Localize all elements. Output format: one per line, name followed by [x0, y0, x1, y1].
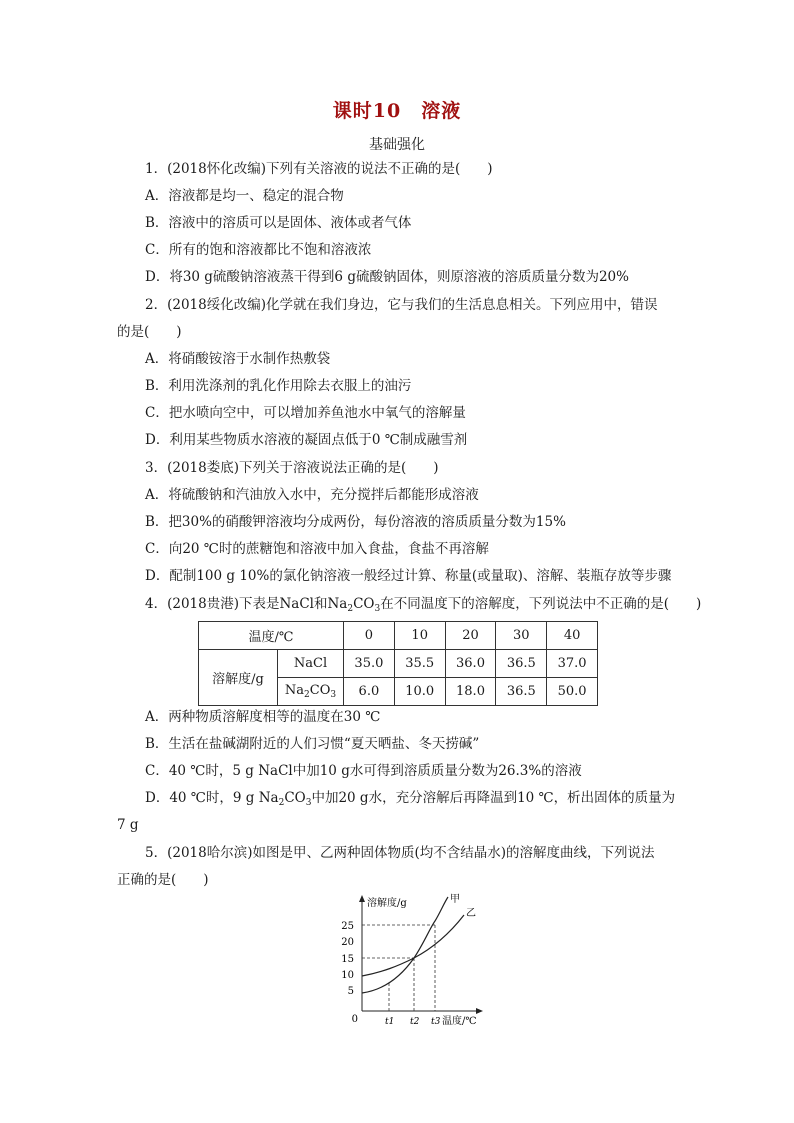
table-cell: 36.5 [496, 678, 547, 706]
temp-header: 温度/℃ [199, 622, 344, 650]
table-cell: 6.0 [344, 678, 395, 706]
x-axis-label: 温度/℃ [442, 1016, 477, 1027]
q2-option-d: D．利用某些物质水溶液的凝固点低于0 ℃制成融雪剂 [145, 432, 468, 448]
q4-option-a: A．两种物质溶解度相等的温度在30 ℃ [145, 709, 381, 725]
q1-option-a: A．溶液都是均一、稳定的混合物 [145, 188, 344, 204]
q5-stem-line1: 5．(2018哈尔滨)如图是甲、乙两种固体物质(均不含结晶水)的溶解度曲线，下列说法 [145, 845, 655, 861]
table-cell: 0 [344, 622, 395, 650]
q1-option-c: C．所有的饱和溶液都比不饱和溶液浓 [145, 242, 372, 258]
q3-option-c: C．向20 ℃时的蔗糖饱和溶液中加入食盐，食盐不再溶解 [145, 541, 489, 557]
table-cell: 37.0 [547, 650, 598, 678]
q2-option-b: B．利用洗涤剂的乳化作用除去衣服上的油污 [145, 378, 412, 394]
na2co3-label: $Na_2CO_3$ [278, 678, 344, 706]
table-row-temps [199, 622, 598, 650]
y-tick-5: 5 [347, 986, 354, 997]
curve-yi-label: 乙 [466, 908, 476, 919]
solubility-curve-graph [338, 893, 488, 1028]
origin-label: 0 [351, 1014, 358, 1025]
curve-jia-label: 甲 [450, 894, 460, 905]
q4-option-d: D．40 ℃时，9 g $Na_2CO_3$中加20 g水，充分溶解后再降温到10 ℃，析出固体的质量为 [145, 790, 676, 808]
curve-yi [362, 915, 464, 976]
x-tick-t3: t3 [431, 1017, 441, 1027]
q3-stem: 3．(2018娄底)下列关于溶液说法正确的是( ) [145, 460, 439, 476]
y-tick-15: 15 [341, 954, 354, 965]
q2-stem-line2: 的是( ) [117, 324, 182, 340]
q4-option-b: B．生活在盐碱湖附近的人们习惯“夏天晒盐、冬天捞碱” [145, 736, 480, 752]
y-axis-arrow [359, 895, 365, 902]
table-cell: 40 [547, 622, 598, 650]
q3-option-b: B．把30%的硝酸钾溶液均分成两份，每份溶液的溶质质量分数为15% [145, 514, 566, 530]
x-tick-t1: t1 [385, 1017, 395, 1027]
y-axis-label: 溶解度/g [367, 898, 407, 909]
table-cell: 36.5 [496, 650, 547, 678]
table-cell: 35.0 [344, 650, 395, 678]
table-cell: 20 [445, 622, 496, 650]
y-tick-10: 10 [341, 970, 354, 981]
q3-option-d: D．配制100 g 10%的氯化钠溶液一般经过计算、称量(或量取)、溶解、装瓶存放等步骤 [145, 568, 672, 584]
table-cell: 18.0 [445, 678, 496, 706]
q5-stem-line2: 正确的是( ) [117, 872, 209, 888]
y-tick-20: 20 [341, 937, 354, 948]
table-cell: 36.0 [445, 650, 496, 678]
page-title: 课时10 溶液 [332, 100, 462, 122]
q1-option-d: D．将30 g硫酸钠溶液蒸干得到6 g硫酸钠固体，则原溶液的溶质质量分数为20% [145, 269, 629, 285]
solubility-table [198, 621, 598, 706]
q1-stem: 1．(2018怀化改编)下列有关溶液的说法不正确的是( ) [145, 161, 493, 177]
table-cell: 10.0 [394, 678, 445, 706]
q1-option-b: B．溶液中的溶质可以是固体、液体或者气体 [145, 215, 412, 231]
q4-option-c: C．40 ℃时，5 g NaCl中加10 g水可得到溶质质量分数为26.3%的溶液 [145, 763, 582, 779]
table-row-nacl [199, 650, 598, 678]
x-tick-t2: t2 [410, 1017, 420, 1027]
q4-option-d-line2: 7 g [117, 817, 139, 833]
q4-stem: 4．(2018贵港)下表是NaCl和$Na_2CO_3$在不同温度下的溶解度，下列说法中不正确的是( ) [145, 596, 702, 614]
solubility-header: 溶解度/g [199, 650, 278, 706]
table-cell: 10 [394, 622, 445, 650]
q2-option-c: C．把水喷向空中，可以增加养鱼池水中氧气的溶解量 [145, 405, 466, 421]
q2-stem-line1: 2．(2018绥化改编)化学就在我们身边，它与我们的生活息息相关。下列应用中，错误 [145, 297, 658, 313]
q2-option-a: A．将硝酸铵溶于水制作热敷袋 [145, 351, 331, 367]
y-tick-25: 25 [341, 921, 354, 932]
q3-option-a: A．将硫酸钠和汽油放入水中，充分搅拌后都能形成溶液 [145, 487, 479, 503]
table-cell: 50.0 [547, 678, 598, 706]
nacl-label: NaCl [278, 650, 344, 678]
section-subtitle: 基础强化 [369, 137, 425, 153]
table-cell: 30 [496, 622, 547, 650]
x-axis-arrow [476, 1008, 483, 1014]
table-cell: 35.5 [394, 650, 445, 678]
